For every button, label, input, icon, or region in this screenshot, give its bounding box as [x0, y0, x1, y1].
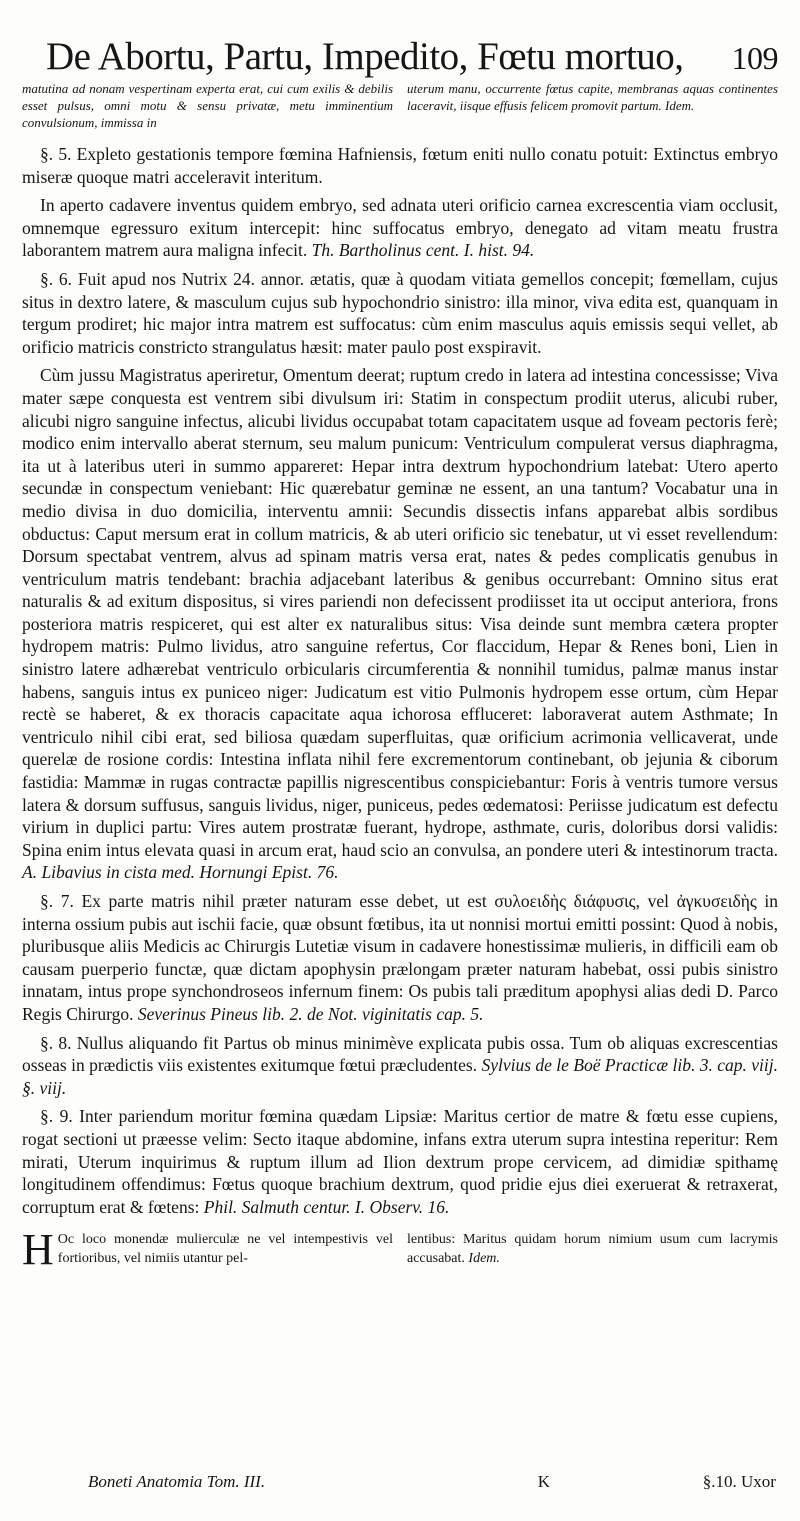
note-left-text: Oc loco monendæ mulierculæ ne vel intempestivis vel fortioribus, vel nimiis utantur pel- [57, 1232, 393, 1267]
paragraph-text: §. 7. Ex parte matris nihil præter naturam esse debet, ut est συλοειδὴς διάφυσις, vel ἀγκυσειδὴς in interna ossium pubis aut ischii facie, quæ obsunt fœtibus, ita ut nonnisi mortui emitti possint: Quod à nobis, pluribusque aliis Medicis ac Chirurgis Lutetiæ visum in cadavere honestissimæ mulieris, in difficili eam ob causam puerperio functæ, quæ dictam apophysin prælongam præter naturam habebat, ossi pubis sinistro innatam, intus prope synchondroseos infernum finem: Os pubis tali præditum apophysi alias dedi D. Parco Regis Chirurgo. [22, 891, 778, 1024]
citation: Phil. Salmuth centur. I. Observ. 16. [203, 1196, 450, 1217]
page-number: 109 [731, 40, 778, 76]
paragraph-text: Cùm jussu Magistratus aperiretur, Omentum deerat; ruptum credo in latera ad intestina concessisse; Viva mater sæpe conquesta est ventrem sibi divulsum iri: Statim in conspectum prodiit uterus, alicubi ruber, alicubi nigro sanguine infectus, alicubi lividus occupabat totam capacitatem usque ad foveam pectoris ferè; modico enim intervallo aberat sternum, seu malum punicum: Ventriculum compulerat versus diaphragma, ita ut à lateribus uteri in summo appareret: Hepar intra dextrum hypochondrium latebat: Utero aperto secundæ in conspectum veniebant: Hic quærebatur geminæ ne essent, an una tantum? Vocabatur una in medio divisa in duo domicilia, interventu amnii: Secundis dissectis infans apparebat albis sordibus obductus: Caput mersum erat in collum matricis, & ab uteri orificio sic tenebatur, ut vi esset revellendum: Dorsum spectabat ventrem, alvus ad spinam matris versa erat, nates & pedes complicatis genubus in ventriculum matris tendebant: brachia adjacebant lateribus & genibus occurrebant: Omnino situs erat naturalis & ad exitum dispositus, si vires pariendi non defecissent prodiisset ita ut occiput anteriora, frons posteriora matris respiceret, qui est alter ex naturalibus situs: Visa deinde sunt membra cætera propter hydropem matris: Pulmo lividus, atro sanguine refertus, Cor flaccidum, Hepar & Renes boni, Lien in sinistro latere adhærebat ventriculo orbicularis circumferentia & nonnihil tumidus, palmæ manus instar habens, sanguis intus ex puniceo niger: Judicatum est vitio Pulmonis hydropem esse ortum, cùm Hepar rectè se haberet, & ex thoracis capacitate aqua ichorosa effluceret: laboraverat autem Asthmate; In ventriculo nihil cibi erat, sed biliosa quædam superfluitas, quæ orificium acrimonia vellicaverat, unde querelæ de rosione cordis: Intestina inflata nihil fere excrementorum continebant, ob jejunia & ciborum fastidia: Mammæ in rugas contractæ papillis nigrescentibus conspiciebantur: Foris à ventris tumore versus latera & dorsum suffusus, sanguis lividus, niger, puniceus, pedes œdematosi: Periisse judicatum est defectu virium in duplici partu: Vires autem prostratæ fuerant, hydrope, asthmate, curis, doloribus dorsi validis: Spina enim intus elevata quasi in arcum erat, haud scio an convulsa, an pondere uteri & intestinorum tracta. [22, 365, 778, 860]
page [22, 35, 779, 1275]
paragraph-text: §. 6. Fuit apud nos Nutrix 24. annor. ætatis, quæ à quodam vitiata gemellos concepit; fœmellam, cujus situs in dextro latere, & masculum cujus sub hypochondrio sinistro: illa minor, viva edita est, quanquam in tergum prodiret; hic major intra matrem est suffocatus: cùm enim masculus aquis emissis sequi vellet, ab orificio matricis constricto strangulatus hæsit: mater paulo post exspiravit. [22, 268, 778, 357]
top-column-right [407, 80, 778, 131]
note-column-right [407, 1230, 778, 1270]
body-text [22, 143, 778, 1218]
catchword: §.10. Uxor [702, 1472, 776, 1491]
note-column-left [22, 1225, 393, 1275]
running-title: Boneti Anatomia Tom. III. [88, 1472, 266, 1491]
citation: Th. Bartholinus cent. I. hist. 94. [311, 240, 535, 261]
page-title: De Abortu, Partu, Impedito, Fœtu mortuo, [46, 35, 684, 78]
citation: Sylvius de le Boë Practicæ lib. 3. cap. viij. §. viij. [22, 1055, 779, 1098]
running-head [46, 36, 778, 79]
paragraph [22, 194, 778, 262]
note-right-text: lentibus: Maritus quidam horum nimium usum cum lacrymis accusabat. [407, 1232, 778, 1267]
paragraph [22, 364, 778, 884]
note-right-ref: Idem. [468, 1251, 500, 1267]
top-columns [22, 80, 778, 131]
paragraph-text: §. 5. Expleto gestationis tempore fœmina Hafniensis, fœtum eniti nullo conatu potuit: Extinctus embryo miseræ quoque matri acceleravit interitum. [22, 144, 778, 187]
paragraph-text: §. 9. Inter pariendum moritur fœmina quædam Lipsiæ: Maritus certior de matre & fœtu esse cupiens, rogat sectioni ut præesse velim: Secto itaque abdomine, infans extra uterum supra intestina reperitur: Rem mirati, Uterum inquirimus & ruptum illum ad Ilion dextrum prope cervicem, ad dimidiæ spithamę longitudinem offendimus: Fœtus quoque brachium dextrum, quod pridie ejus diei exeruerat & retraxerat, corruptum erat & fœtens: [22, 1106, 778, 1217]
signature-mark: K [537, 1472, 551, 1491]
paragraph [22, 1032, 778, 1100]
top-column-left: matutina ad nonam vespertinam experta erat, cui cum exilis & debilis esset pulsus, omni motu & sensu privatæ, metu imminentium convulsionum, immissa in [22, 81, 393, 130]
paragraph-text: In aperto cadavere inventus quidem embryo, sed adnata uteri orificio carnea excrescentia viam occlusit, omnemque egressuro exitum intercepit: hinc suffocatus embryo, denegato ad vitam meatu frustra laborantem matrem aura maligna infecit. [22, 195, 778, 261]
drop-cap: H [22, 1225, 54, 1275]
citation: Severinus Pineus lib. 2. de Not. viginitatis cap. 5. [137, 1003, 484, 1024]
top-column-right-ref: Idem. [665, 98, 695, 113]
paragraph [22, 268, 778, 358]
closing-note [22, 1225, 778, 1275]
paragraph [22, 143, 778, 188]
top-column-right-text: uterum manu, occurrente fœtus capite, membranas aquas continentes laceravit, iisque effusis felicem promovit partum. [407, 81, 778, 113]
paragraph-text: §. 8. Nullus aliquando fit Partus ob minus minimève explicata pubis ossa. Tum ob aliquas excrescentias osseas in prædictis viis existentes exitumque fœtui præcludentes. [22, 1032, 778, 1076]
paragraph [22, 1105, 778, 1218]
page-footer [88, 1472, 776, 1492]
citation: A. Libavius in cista med. Hornungi Epist. 76. [22, 862, 339, 883]
paragraph [22, 890, 778, 1026]
